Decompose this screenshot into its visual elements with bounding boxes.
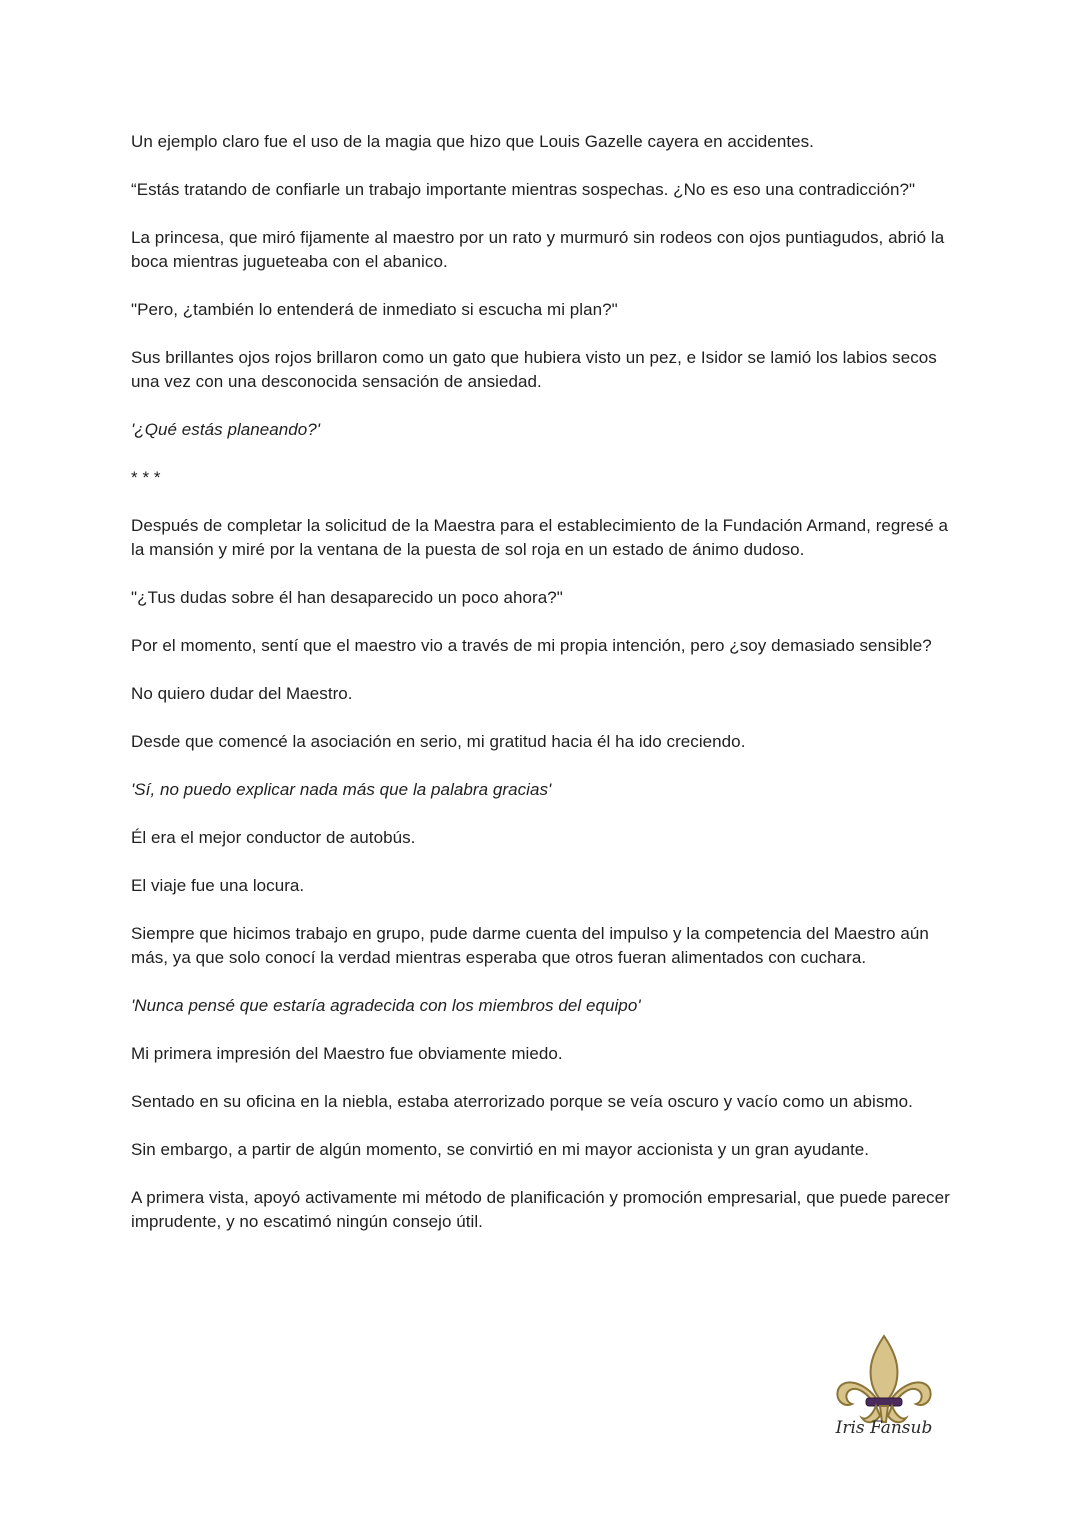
paragraph: Un ejemplo claro fue el uso de la magia que hizo que Louis Gazelle cayera en accidentes. xyxy=(131,132,814,151)
paragraph: Sin embargo, a partir de algún momento, se convirtió en mi mayor accionista y un gran ayudante. xyxy=(131,1140,870,1159)
paragraph: Desde que comencé la asociación en serio, mi gratitud hacia él ha ido creciendo. xyxy=(131,732,746,751)
paragraph: Sus brillantes ojos rojos brillaron como un gato que hubiera visto un pez, e Isidor se lamió los labios secos una vez con una desconocida sensación de ansiedad. xyxy=(131,348,937,391)
paragraph: "¿Tus dudas sobre él han desaparecido un poco ahora?" xyxy=(131,588,563,607)
paragraph: No quiero dudar del Maestro. xyxy=(131,684,353,703)
paragraph: “Estás tratando de confiarle un trabajo importante mientras sospechas. ¿No es eso una contradicción?" xyxy=(131,180,916,199)
document-body xyxy=(131,130,961,1258)
paragraph: Por el momento, sentí que el maestro vio a través de mi propia intención, pero ¿soy demasiado sensible? xyxy=(131,636,932,655)
paragraph: Después de completar la solicitud de la Maestra para el establecimiento de la Fundación Armand, regresé a la mansión y miré por la ventana de la puesta de sol roja en un estado de ánimo dudoso. xyxy=(131,516,948,559)
paragraph: Siempre que hicimos trabajo en grupo, pude darme cuenta del impulso y la competencia del Maestro aún más, ya que solo conocí la verdad mientras esperaba que otros fueran alimentados con cuchara. xyxy=(131,924,929,967)
watermark-text: Iris Fansub xyxy=(835,1418,933,1438)
paragraph: "Pero, ¿también lo entenderá de inmediato si escucha mi plan?" xyxy=(131,300,618,319)
paragraph-thought: 'Sí, no puedo explicar nada más que la palabra gracias' xyxy=(131,780,552,799)
paragraph: El viaje fue una locura. xyxy=(131,876,305,895)
paragraph-thought: 'Nunca pensé que estaría agradecida con los miembros del equipo' xyxy=(131,996,641,1015)
paragraph: Sentado en su oficina en la niebla, estaba aterrorizado porque se veía oscuro y vacío como un abismo. xyxy=(131,1092,913,1111)
paragraph: A primera vista, apoyó activamente mi método de planificación y promoción empresarial, que puede parecer imprudente, y no escatimó ningún consejo útil. xyxy=(131,1188,950,1231)
scene-break: * * * xyxy=(131,468,161,487)
paragraph: Mi primera impresión del Maestro fue obviamente miedo. xyxy=(131,1044,563,1063)
paragraph: La princesa, que miró fijamente al maestro por un rato y murmuró sin rodeos con ojos puntiagudos, abrió la boca mientras jugueteaba con el abanico. xyxy=(131,228,945,271)
paragraph-thought: '¿Qué estás planeando?' xyxy=(131,420,321,439)
paragraph: Él era el mejor conductor de autobús. xyxy=(131,828,416,847)
